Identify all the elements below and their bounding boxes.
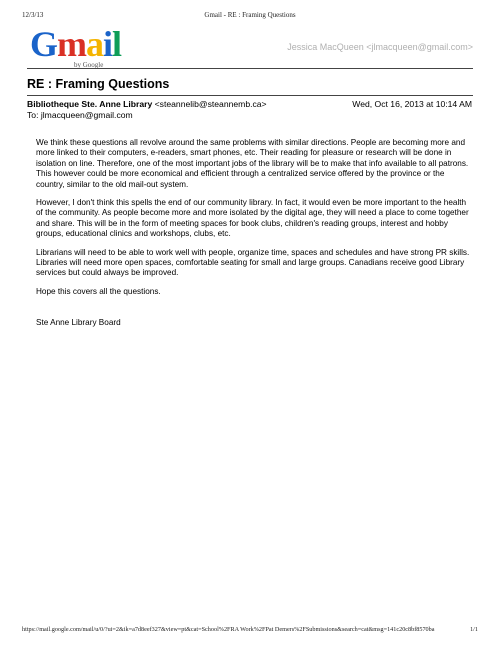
logo-letter: m [57, 24, 87, 64]
body-paragraph: Librarians will need to be able to work well with people, organize time, spaces and schedules and have strong PR skills. Libraries will need more open spaces, comfortable seating for small and large groups. Canadians receive good Library services but could always be improved. [36, 247, 470, 278]
logo-letter: G [30, 24, 58, 64]
body-paragraph: Hope this covers all the questions. [36, 286, 161, 296]
body-paragraph: We think these questions all revolve around the same problems with similar directions. People are becoming more and more linked to their computers, e-readers, smart phones, etc. Their reading for pleasure or research will be done in isolation on line. Therefore, one of the most important jobs of the library will be to make that info available to all patrons. This however could be more economical and efficient through a centralized service offered by the province or the country, similar to the old mail-out system. [36, 138, 469, 189]
page-number: 1/1 [470, 626, 478, 633]
logo-letter: l [112, 24, 122, 64]
print-url: https://mail.google.com/mail/u/0/?ui=2&ik=a7d8eef327&view=pt&cat=School%2FRA Work%2FPat Demers%2FSubmissions&search=cat&msg=141c20c8bf8570ba [22, 626, 435, 633]
subject-divider [27, 95, 473, 96]
logo-byline: by Google [74, 61, 104, 69]
email-signature: Ste Anne Library Board [36, 318, 121, 327]
sender-name: Bibliotheque Ste. Anne Library [27, 99, 153, 109]
email-body [36, 138, 471, 305]
print-footer [22, 626, 478, 636]
body-paragraph: However, I don't think this spells the end of our community library. In fact, it would even be more important to the health of the community. As people become more and more isolated by the digital age, they will need a place to come together and share. This will be in the form of meeting spaces for book clubs, children's reading groups, interest and hobby groups, educational clinics and workshops, clubs, etc. [36, 198, 469, 239]
print-header [22, 11, 478, 21]
email-datetime: Wed, Oct 16, 2013 at 10:14 AM [352, 99, 472, 109]
account-label: Jessica MacQueen <jlmacqueen@gmail.com> [287, 42, 473, 52]
gmail-logo-word [30, 23, 121, 65]
print-title: Gmail - RE : Framing Questions [204, 11, 296, 19]
header-divider [27, 68, 473, 69]
logo-letter: a [86, 24, 104, 64]
recipient-line: To: jlmacqueen@gmail.com [27, 110, 133, 120]
email-subject: RE : Framing Questions [27, 77, 170, 91]
logo-letter: i [103, 24, 113, 64]
sender-email: <steannelib@steannemb.ca> [154, 99, 267, 109]
print-date: 12/3/13 [22, 11, 44, 19]
sender-line [27, 99, 267, 109]
